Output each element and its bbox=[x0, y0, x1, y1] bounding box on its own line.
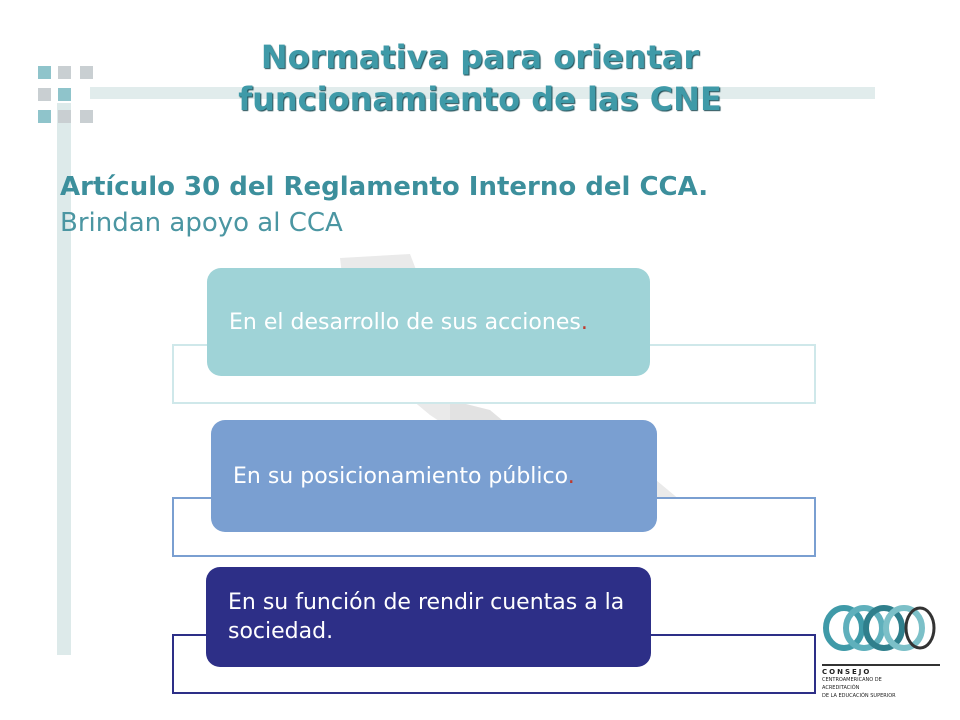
logo-line-3: ACREDITACIÓN bbox=[822, 685, 860, 691]
item-1-period: . bbox=[580, 309, 588, 335]
item-text-2: En su posicionamiento público. bbox=[233, 463, 575, 489]
item-text-1: En el desarrollo de sus acciones. bbox=[229, 309, 588, 335]
logo-line-1: CONSEJO bbox=[822, 668, 872, 676]
slide-title bbox=[140, 36, 820, 120]
title-line-2: funcionamiento de las CNE bbox=[238, 80, 722, 118]
item-2-period: . bbox=[567, 463, 575, 489]
item-box-1 bbox=[207, 268, 650, 376]
item-text-3: En su función de rendir cuentas a la sociedad. bbox=[228, 590, 625, 644]
item-box-2 bbox=[211, 420, 657, 532]
item-box-3 bbox=[206, 567, 651, 667]
logo-line-4: DE LA EDUCACIÓN SUPERIOR bbox=[822, 693, 896, 699]
title-line-1: Normativa para orientar bbox=[260, 38, 700, 76]
subtitle-article: Artículo 30 del Reglamento Interno del CCA. bbox=[60, 172, 709, 202]
cca-rings-icon bbox=[822, 598, 940, 656]
logo-line-2: CENTROAMERICANO DE bbox=[822, 677, 882, 683]
subtitle-support: Brindan apoyo al CCA bbox=[60, 208, 343, 238]
cca-logo bbox=[822, 598, 940, 698]
